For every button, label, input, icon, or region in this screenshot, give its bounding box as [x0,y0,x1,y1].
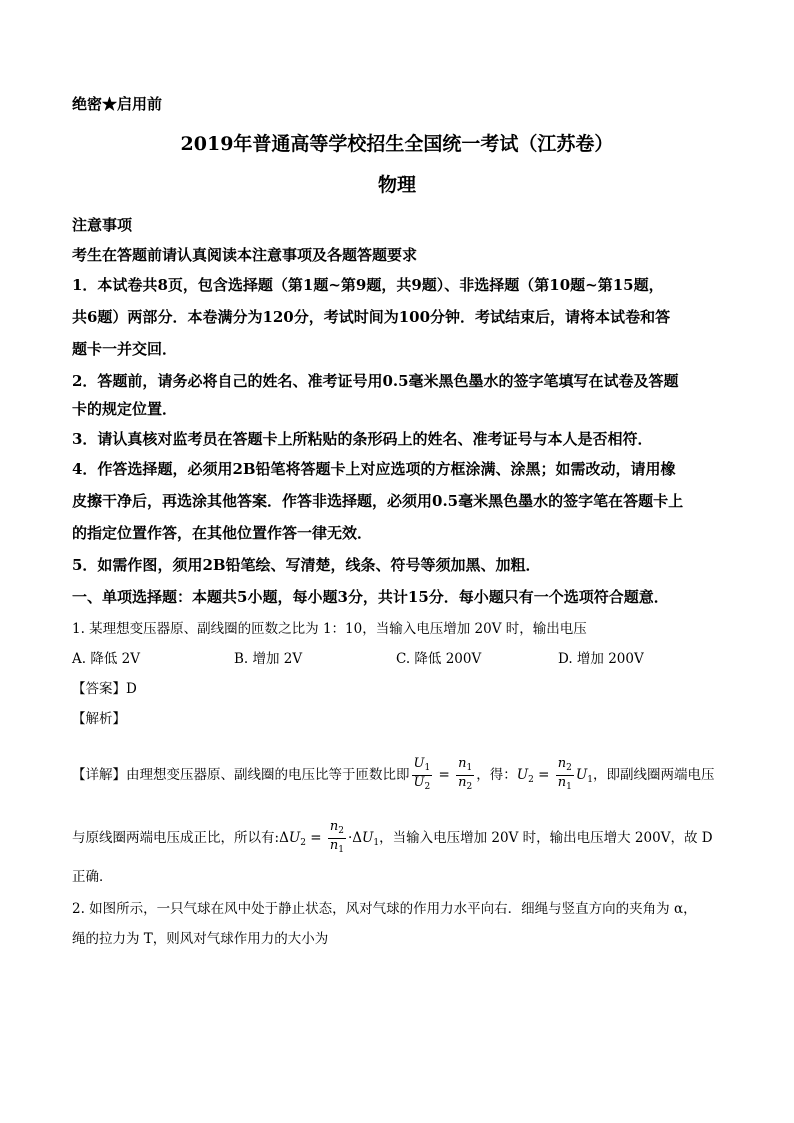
delta-voltage-formula: $\Delta U_2$ = $\frac{n_2}{n_1}$ $\cdot\Delta U_1$ [279,819,380,855]
notice-line: 1．本试卷共8页，包含选择题（第1题~第9题，共9题）、非选择题（第10题~第15题， [72,276,664,294]
question-2-stem-line-2: 绳的拉力为 T，则风对气球作用力的大小为 [72,931,329,947]
notice-line: 的指定位置作答，在其他位置作答一律无效． [72,524,373,542]
detail-text: ，即副线圈两端电压 [592,767,715,783]
detail-tag: 【详解】 [72,767,126,783]
notice-line: 3．请认真核对监考员在答题卡上所粘贴的条形码上的姓名、准考证号与本人是否相符． [72,430,653,448]
notice-line: 4．作答选择题，必须用2B铅笔将答题卡上对应选项的方框涂满、涂黑；如需改动，请用橡 [72,460,676,478]
detail-text: 与原线圈两端电压成正比，所以有: [72,830,280,846]
question-1-stem: 1. 某理想变压器原、副线圈的匝数之比为 1：10，当输入电压增加 20V 时，输出电压 [72,621,587,637]
notice-heading: 注意事项 [72,216,133,234]
answer-line [72,679,137,699]
subject-title: 物理 [377,174,416,196]
notice-line: 卡的规定位置． [72,400,178,418]
answer-value: D [126,681,137,697]
option-d: D. 增加 200V [558,651,644,667]
detail-line-3: 正确． [72,869,113,885]
section-heading: 一、单项选择题：本题共5小题，每小题3分，共计15分．每小题只有一个选项符合题意． [72,588,669,606]
notice-intro: 考生在答题前请认真阅读本注意事项及各题答题要求 [72,246,418,264]
option-b: B. 增加 2V [234,651,303,667]
notice-line: 题卡一并交回． [72,340,178,358]
analysis-tag: 【解析】 [72,711,126,727]
answer-tag: 【答案】 [72,681,126,697]
notice-line: 皮擦干净后，再选涂其他答案．作答非选择题，必须用0.5毫米黑色墨水的签字笔在答题卡上 [72,492,684,510]
detail-text: ，得： [476,767,517,783]
notice-line: 5．如需作图，须用2B铅笔绘、写清楚，线条、符号等须加黑、加粗． [72,556,541,574]
option-c: C. 降低 200V [396,651,482,667]
detail-text: 由理想变压器原、副线圈的电压比等于匝数比即 [126,767,410,783]
question-2-stem-line-1: 2. 如图所示，一只气球在风中处于静止状态，风对气球的作用力水平向右．细绳与竖直方向的夹角为 α， [72,901,697,917]
detail-line-2 [72,820,713,857]
voltage-ratio-formula: $\frac{U_1}{U_2}$ = $\frac{n_1}{n_2}$ [413,756,473,792]
page-title: 2019年普通高等学校招生全国统一考试（江苏卷） [180,133,614,155]
output-voltage-formula: $U_2$ = $\frac{n_2}{n_1}$ $U_1$ [516,756,593,792]
notice-line: 2．答题前，请务必将自己的姓名、准考证号用0.5毫米黑色墨水的签字笔填写在试卷及答题 [72,372,679,390]
detail-line-1 [72,757,714,794]
secret-label: 绝密★启用前 [72,95,163,113]
notice-line: 共6题）两部分．本卷满分为120分，考试时间为100分钟．考试结束后，请将本试卷和答 [72,308,671,326]
option-a: A. 降低 2V [72,651,140,667]
detail-text: ，当输入电压增加 20V 时，输出电压增大 200V，故 D [379,830,713,846]
